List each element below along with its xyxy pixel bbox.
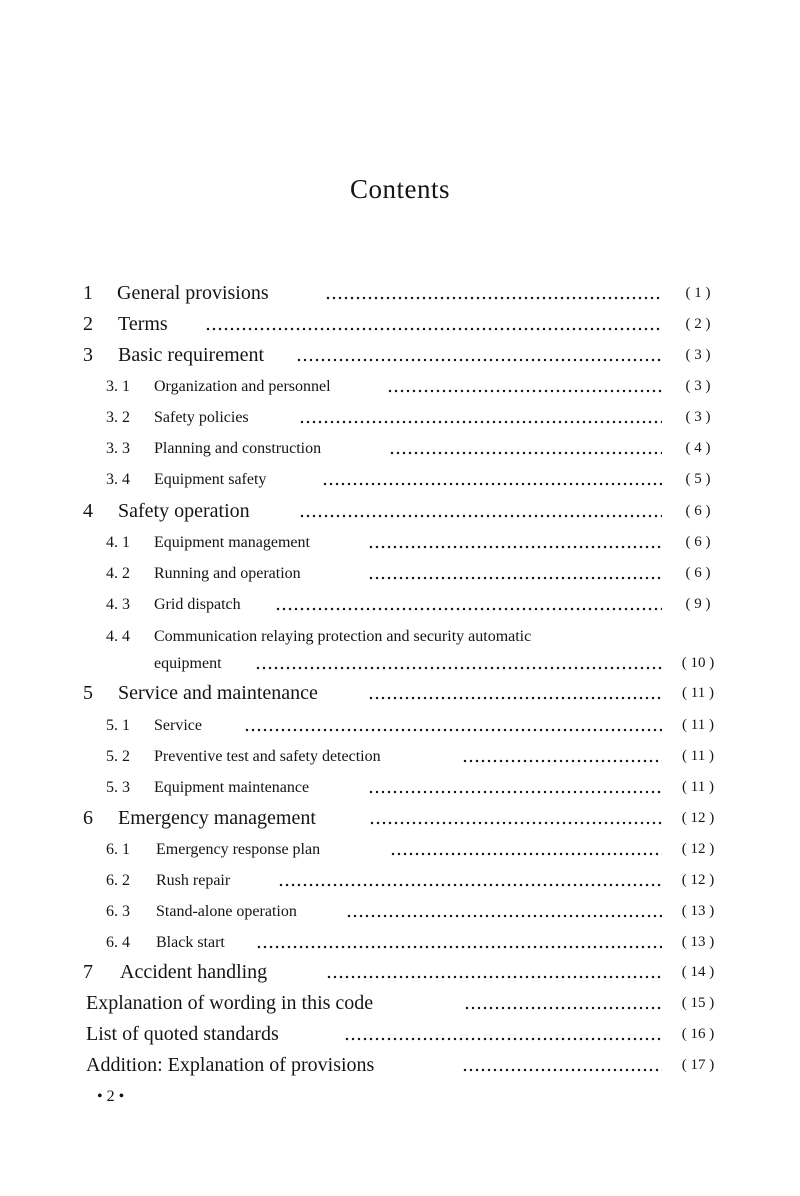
toc-page: ( 12 ) <box>681 872 715 888</box>
toc-page: ( 4 ) <box>685 440 711 456</box>
toc-page: ( 6 ) <box>685 565 711 581</box>
toc-page: ( 17 ) <box>681 1057 715 1073</box>
toc-number: 6. 4 <box>106 934 130 951</box>
toc-page: ( 13 ) <box>681 903 715 919</box>
toc-number: 6. 3 <box>106 903 130 920</box>
leader-dots <box>299 513 662 519</box>
toc-page: ( 3 ) <box>685 347 711 363</box>
leader-dots <box>278 882 662 888</box>
toc-label: Explanation of wording in this code <box>86 992 374 1014</box>
toc-label: Addition: Explanation of provisions <box>86 1054 375 1076</box>
page-number: • 2 • <box>97 1088 125 1105</box>
toc-page: ( 16 ) <box>681 1026 715 1042</box>
leader-dots <box>368 695 662 701</box>
toc-label: Service <box>154 717 202 734</box>
toc-page: ( 11 ) <box>682 685 714 701</box>
toc-number: 5. 2 <box>106 748 130 765</box>
toc-number: 2 <box>83 313 93 335</box>
toc-entry[interactable] <box>0 714 800 742</box>
toc-label: Emergency management <box>118 807 316 829</box>
leader-dots <box>325 295 661 301</box>
leader-dots <box>462 1067 662 1073</box>
leader-dots <box>205 326 661 332</box>
toc-label: Rush repair <box>156 872 231 889</box>
toc-page: ( 13 ) <box>681 934 715 950</box>
toc-page: ( 11 ) <box>682 748 714 764</box>
toc-number: 4. 3 <box>106 596 130 613</box>
toc-label: Black start <box>156 934 225 951</box>
toc-entry[interactable] <box>0 745 800 773</box>
toc-entry[interactable] <box>0 468 800 496</box>
leader-dots <box>255 665 662 671</box>
toc-entry[interactable] <box>0 437 800 465</box>
leader-dots <box>389 450 662 456</box>
leader-dots <box>275 606 662 612</box>
toc-page: ( 14 ) <box>681 964 715 980</box>
toc-page: ( 15 ) <box>681 995 715 1011</box>
leader-dots <box>299 419 662 425</box>
toc-entry[interactable] <box>0 406 800 434</box>
toc-entry[interactable] <box>0 375 800 403</box>
toc-page: ( 11 ) <box>682 779 714 795</box>
toc-entry[interactable] <box>0 992 800 1020</box>
toc-number: 6. 2 <box>106 872 130 889</box>
toc-number: 5. 3 <box>106 779 130 796</box>
leader-dots <box>326 974 662 980</box>
toc-entry[interactable] <box>0 531 800 559</box>
toc-number: 5. 1 <box>106 717 130 734</box>
toc-page: ( 1 ) <box>685 285 711 301</box>
toc-label: General provisions <box>117 282 269 304</box>
toc-entry[interactable] <box>0 1023 800 1051</box>
toc-label: Safety policies <box>154 409 249 426</box>
toc-entry-continuation[interactable] <box>0 652 800 680</box>
toc-number: 6 <box>83 807 93 829</box>
toc-entry[interactable] <box>0 807 800 835</box>
leader-dots <box>462 758 662 764</box>
toc-label: Communication relaying protection and security automatic <box>154 628 532 645</box>
toc-number: 3. 1 <box>106 378 130 395</box>
toc-label: Basic requirement <box>118 344 265 366</box>
toc-label: equipment <box>154 655 222 672</box>
toc-entry[interactable] <box>0 961 800 989</box>
toc-number: 4. 4 <box>106 628 130 645</box>
toc-number: 4 <box>83 500 93 522</box>
toc-entry[interactable] <box>0 500 800 528</box>
toc-page: ( 12 ) <box>681 841 715 857</box>
toc-label: Preventive test and safety detection <box>154 748 381 765</box>
toc-label: Accident handling <box>120 961 268 983</box>
toc-label: Terms <box>118 313 168 335</box>
toc-label: Grid dispatch <box>154 596 241 613</box>
toc-entry[interactable] <box>0 344 800 372</box>
leader-dots <box>346 913 662 919</box>
toc-entry[interactable] <box>0 931 800 959</box>
toc-number: 1 <box>83 282 93 304</box>
toc-number: 4. 1 <box>106 534 130 551</box>
toc-label: Stand-alone operation <box>156 903 297 920</box>
toc-entry[interactable] <box>0 869 800 897</box>
toc-page: ( 5 ) <box>685 471 711 487</box>
toc-label: List of quoted standards <box>86 1023 279 1045</box>
toc-number: 6. 1 <box>106 841 130 858</box>
toc-label: Equipment maintenance <box>154 779 310 796</box>
toc-page: ( 9 ) <box>685 596 711 612</box>
toc-entry[interactable] <box>0 313 800 341</box>
toc-number: 5 <box>83 682 93 704</box>
toc-number: 3. 3 <box>106 440 130 457</box>
toc-label: Equipment safety <box>154 471 267 488</box>
toc-page: ( 2 ) <box>685 316 711 332</box>
leader-dots <box>256 944 662 950</box>
leader-dots <box>296 357 662 363</box>
toc-page: ( 3 ) <box>685 409 711 425</box>
toc-number: 3 <box>83 344 93 366</box>
leader-dots <box>344 1036 662 1042</box>
toc-page: ( 11 ) <box>682 717 714 733</box>
toc-entry[interactable] <box>0 900 800 928</box>
leader-dots <box>368 789 662 795</box>
toc-page: ( 12 ) <box>681 810 715 826</box>
leader-dots <box>369 820 662 826</box>
toc-entry[interactable] <box>0 682 800 710</box>
toc-entry[interactable] <box>0 282 800 310</box>
toc-label: Service and maintenance <box>118 682 318 704</box>
toc-entry[interactable] <box>0 593 800 621</box>
toc-entry[interactable] <box>0 838 800 866</box>
toc-entry[interactable] <box>0 776 800 804</box>
toc-number: 3. 2 <box>106 409 130 426</box>
toc-page: ( 6 ) <box>685 534 711 550</box>
toc-label: Organization and personnel <box>154 378 331 395</box>
leader-dots <box>390 851 662 857</box>
toc-entry[interactable] <box>0 625 800 653</box>
toc-label: Planning and construction <box>154 440 322 457</box>
toc-page: ( 3 ) <box>685 378 711 394</box>
toc-entry[interactable] <box>0 562 800 590</box>
leader-dots <box>244 727 662 733</box>
toc-page: ( 10 ) <box>681 655 715 671</box>
toc-page: ( 6 ) <box>685 503 711 519</box>
leader-dots <box>322 481 662 487</box>
toc-number: 3. 4 <box>106 471 130 488</box>
leader-dots <box>368 544 662 550</box>
toc-label: Emergency response plan <box>156 841 321 858</box>
toc-label: Running and operation <box>154 565 301 582</box>
toc-number: 7 <box>83 961 93 983</box>
toc-entry[interactable] <box>0 1054 800 1082</box>
toc-label: Safety operation <box>118 500 250 522</box>
toc-number: 4. 2 <box>106 565 130 582</box>
toc-label: Equipment management <box>154 534 310 551</box>
leader-dots <box>368 575 662 581</box>
page-title: Contents <box>349 174 450 204</box>
leader-dots <box>387 388 662 394</box>
leader-dots <box>464 1005 662 1011</box>
